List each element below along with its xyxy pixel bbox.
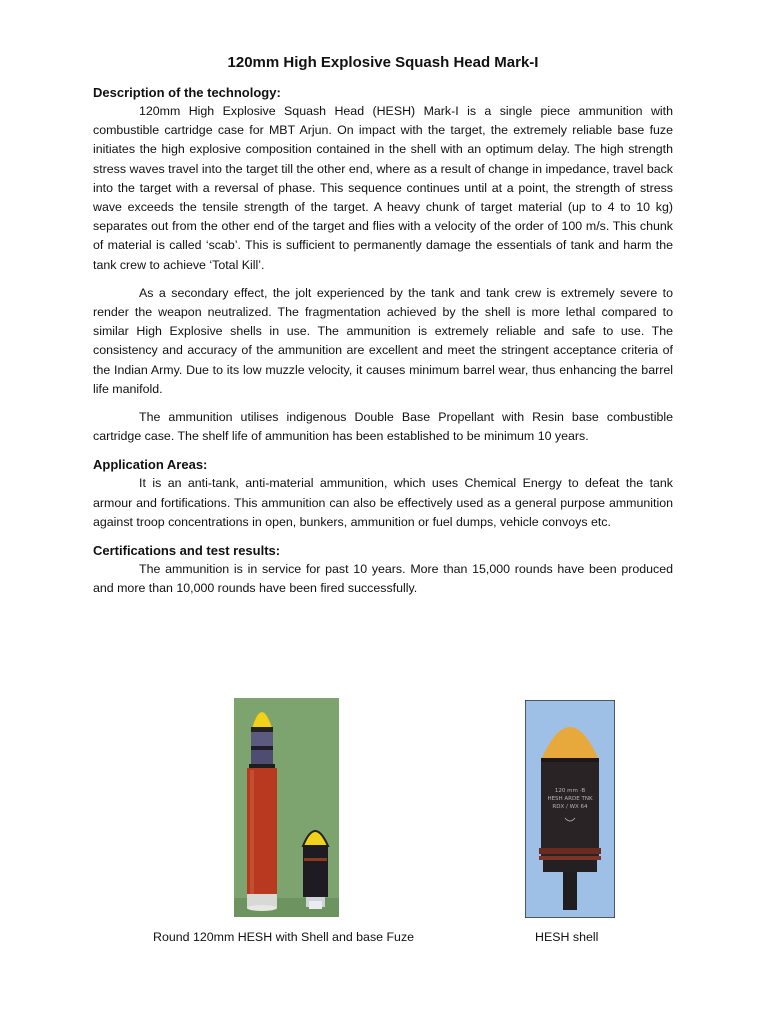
paragraph: 120mm High Explosive Squash Head (HESH) Mark-I is a single piece ammunition with combustible cartridge case for MBT Arjun. On impact with the target, the extremely reliable base fuze initiates the high explosive composition contained in the shell with an optimum delay. The high strength stress waves travel into the target till the other end, where as a result of change in impedance, travel back into the target with a reversal of phase. This sequence continues until at a point, the strength of stress wave exceeds the tensile strength of the target. A heavy chunk of target material (up to 4 to 10 kg) separates out from the other end of the target and flies with a velocity of the order of 100 m/s. This chunk of material is called ‘scab’. This is sufficient to permanently damage the essentials of tank and harm the tank crew to achieve ‘Total Kill’. xyxy=(93,104,673,272)
page-title: 120mm High Explosive Squash Head Mark-I xyxy=(227,54,539,71)
shell-body xyxy=(303,845,328,897)
section-heading: Certifications and test results: xyxy=(93,543,281,559)
paragraph: The ammunition is in service for past 10 years. More than 15,000 rounds have been produced and more than 10,000 rounds have been fired successfully. xyxy=(93,562,673,596)
section-heading: Description of the technology: xyxy=(93,85,281,100)
section-description xyxy=(93,83,673,446)
round-image xyxy=(234,698,339,917)
shell-marking-line: RDX / WX 64 xyxy=(552,804,588,810)
document-page xyxy=(93,50,673,607)
section-heading: Application Areas: xyxy=(93,457,208,473)
figure-caption: HESH shell xyxy=(535,930,599,944)
paragraph: It is an anti-tank, anti-material ammunition, which uses Chemical Energy to defeat the tank armour and fortifications. This ammunition can also be effectively used as a general purpose ammunition against troop concentrations in open, bunkers, ammunition or fuel dumps, vehicle convoys etc. xyxy=(93,476,673,529)
shell-image xyxy=(525,700,615,918)
base-fuze xyxy=(563,872,577,910)
paragraph: The ammunition utilises indigenous Double Base Propellant with Resin base combustible cartridge case. The shelf life of ammunition has been established to be minimum 10 years. xyxy=(93,410,673,444)
section-application xyxy=(93,455,673,532)
figure-caption: Round 120mm HESH with Shell and base Fuze xyxy=(153,930,415,944)
section-certifications xyxy=(93,541,673,598)
paragraph: As a secondary effect, the jolt experienced by the tank and tank crew is extremely severe to render the weapon neutralized. The fragmentation achieved by the shell is more lethal compared to similar High Explosive shells in use. The ammunition is extremely reliable and safe to use. The consistency and accuracy of the ammunition are excellent and meet the stringent acceptance criteria of the Indian Army. Due to its low muzzle velocity, it causes minimum barrel wear, thus enhancing the barrel life manifold. xyxy=(93,285,673,396)
shell-marking-line: 120 mm ·B xyxy=(554,788,586,794)
shell-marking-line: HESH ARDE TNK xyxy=(547,796,593,802)
